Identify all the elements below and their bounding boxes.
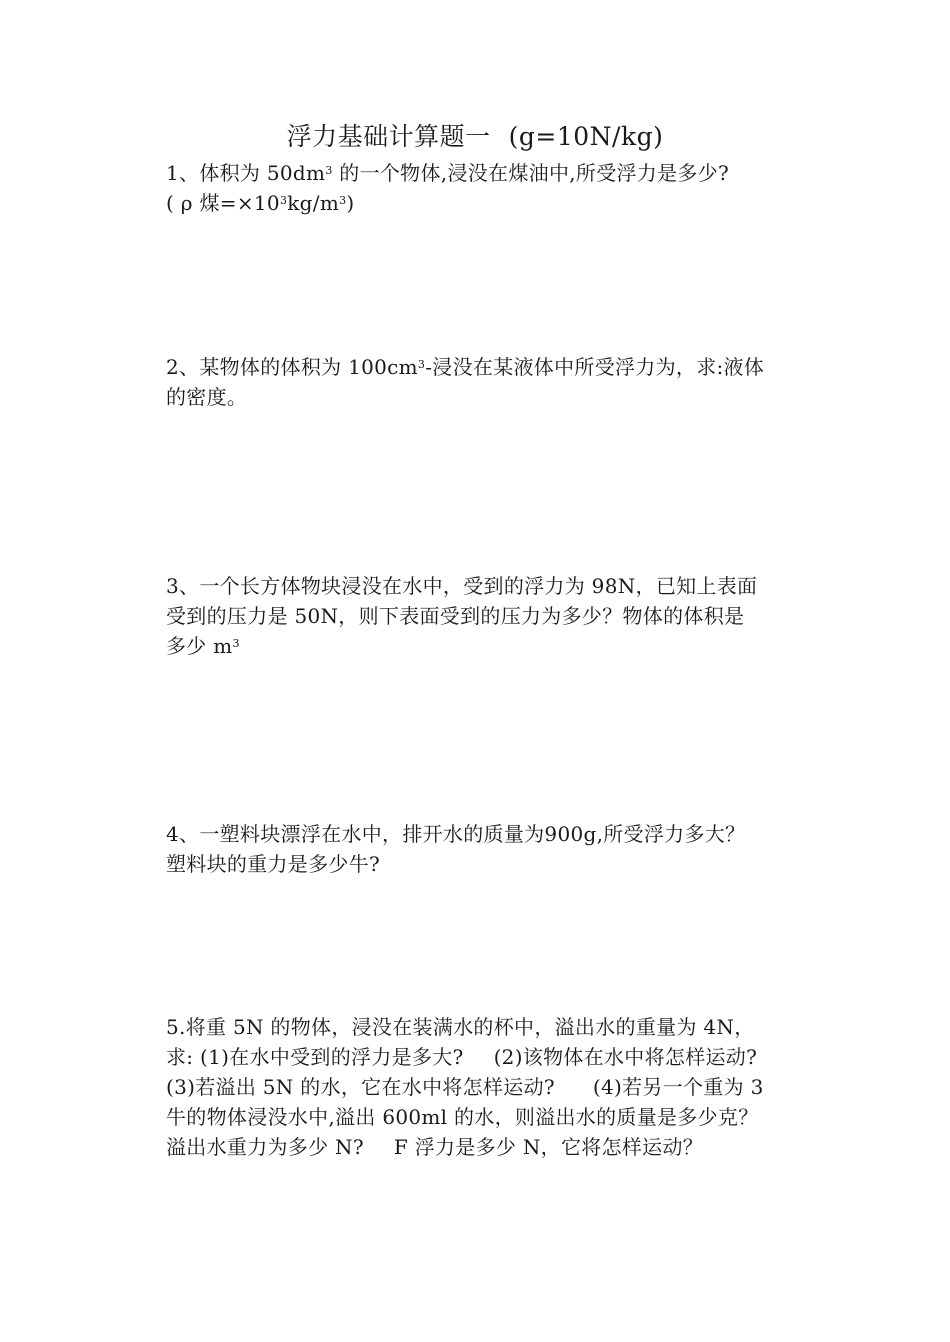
question-5-line-3: (3)若溢出 5N 的水，它在水中将怎样运动? (4)若另一个重为 3 <box>166 1075 764 1099</box>
question-1-line-1: 1、体积为 $50dm^3$ 的一个物体,浸没在煤油中,所受浮力是多少? <box>166 161 730 185</box>
question-3-line-3: 多少 $m^3$ <box>166 634 240 658</box>
question-5-line-5: 溢出水重力为多少 N? F 浮力是多少 N，它将怎样运动？ <box>166 1135 704 1159</box>
question-3-line-1: 3、一个长方体物块浸没在水中，受到的浮力为 98N，已知上表面 <box>166 574 758 598</box>
question-4 <box>166 819 796 879</box>
question-3-line-2: 受到的压力是 50N，则下表面受到的压力为多少？物体的体积是 <box>166 604 745 628</box>
question-3 <box>166 571 796 661</box>
question-2-line-2: 的密度。 <box>166 385 248 409</box>
question-2 <box>166 352 796 412</box>
question-5-line-4: 牛的物体浸没水中,溢出 600ml 的水，则溢出水的质量是多少克？ <box>166 1105 759 1129</box>
question-2-line-1: 2、某物体的体积为 $100cm^3-$浸没在某液体中所受浮力为，求:液体 <box>166 355 765 379</box>
question-1-line-2: ( ρ 煤$=\times 10^3kg/m^3$) <box>166 191 355 215</box>
question-5-line-2: 求: (1)在水中受到的浮力是多大? (2)该物体在水中将怎样运动? <box>166 1045 758 1069</box>
title-text: 浮力基础计算题一 <box>286 122 491 151</box>
question-5 <box>166 1012 796 1162</box>
question-5-line-1: 5.将重 5N 的物体，浸没在装满水的杯中，溢出水的重量为 4N， <box>166 1015 755 1039</box>
question-1 <box>166 158 796 218</box>
question-4-line-1: 4、一塑料块漂浮在水中，排开水的质量为900g,所受浮力多大？ <box>166 822 746 846</box>
title-gravity-note: (g=10N/kg) <box>508 122 664 151</box>
question-4-line-2: 塑料块的重力是多少牛? <box>166 852 381 876</box>
page-title <box>0 120 950 154</box>
